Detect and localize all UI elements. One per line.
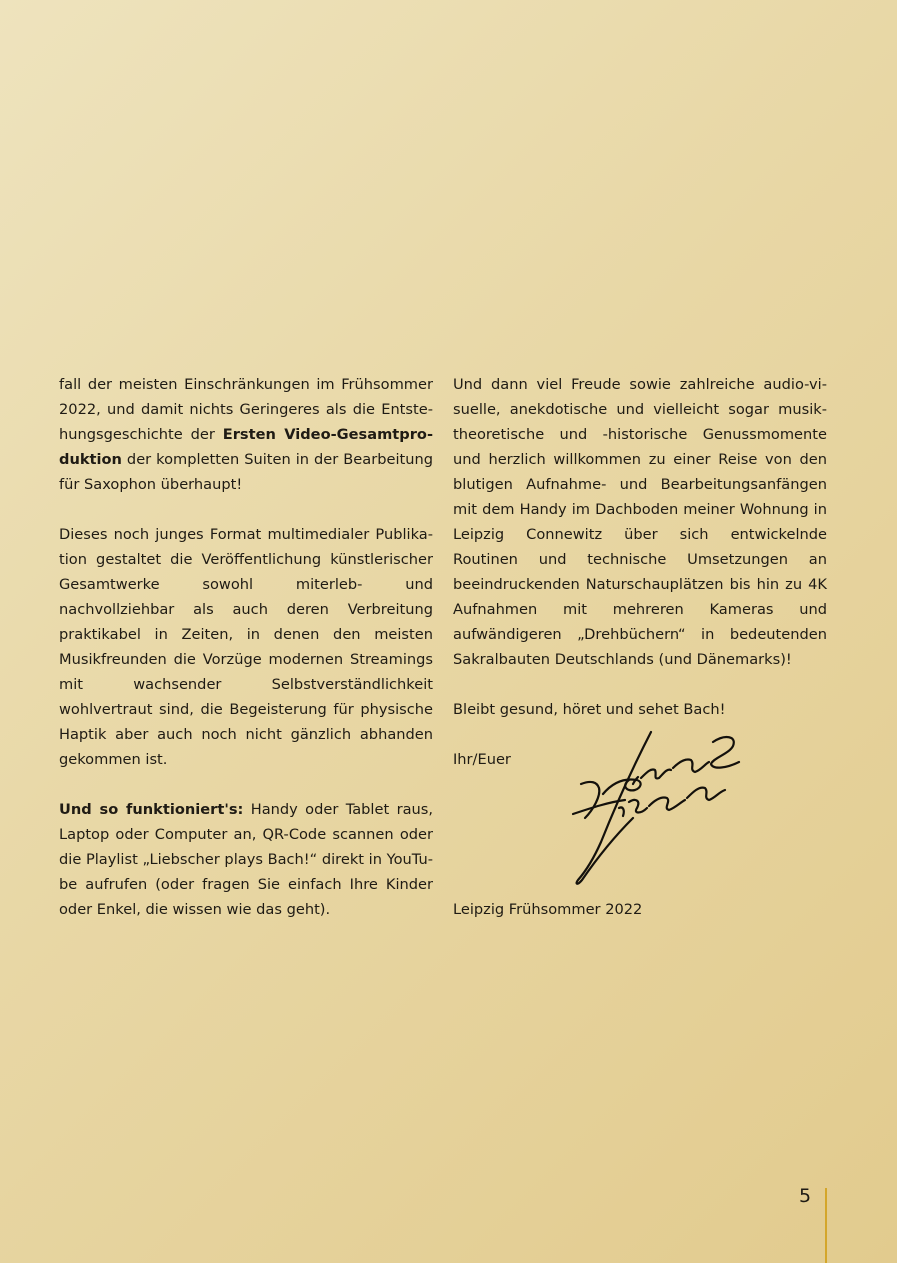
paragraph-how-it-works [59, 797, 433, 922]
left-column [59, 372, 433, 922]
signature-block [453, 747, 827, 897]
right-column [453, 372, 827, 922]
page-number: 5 [799, 1185, 812, 1207]
paragraph-text: fall der meisten Einschränkungen im Frühsommer 2022, und damit nichts Geringeres als die Entstehungsgeschichte der [59, 376, 433, 443]
place-date: Leipzig Frühsommer 2022 [453, 901, 643, 918]
paragraph-origin-story [59, 372, 433, 497]
salutation: Ihr/Euer [453, 751, 511, 768]
page-number-rule [825, 1188, 827, 1263]
paragraph-text: der kompletten Suiten in der Bearbeitung für Saxophon überhaupt! [59, 451, 433, 493]
paragraph-format: Dieses noch junges Format multimedialer Publikation gestaltet die Veröffentlichung künstlerischer Gesamtwerke sowohl miterleb- und nachvollziehbar als auch deren Verbreitung praktikabel in Zeiten, in denen den meisten Musikfreunden die Vorzüge modernen Streamings mit wachsender Selbstverständlichkeit wohlvertraut sind, die Begeisterung für physische Haptik aber auch noch nicht gänzlich abhanden gekommen ist. [59, 526, 433, 768]
handwritten-signature [563, 722, 753, 892]
paragraph-journey: Und dann viel Freude sowie zahlreiche audio-visuelle, anekdotische und vielleicht sogar musiktheoretische und -historische Genussmomente und herzlich willkommen zu einer Reise von den blutigen Aufnahme- und Bearbeitungsanfängen mit dem Handy im Dachboden meiner Wohnung in Leipzig Connewitz über sich entwickelnde Routinen und technische Umsetzungen an beeindruckenden Naturschauplätzen bis hin zu 4K Aufnahmen mit mehreren Kameras und aufwändigeren „Drehbüchern“ in bedeutenden Sakralbauten Deutschlands (und Dänemarks)! [453, 376, 827, 668]
how-it-works-heading: Und so funktioniert's: [59, 801, 244, 818]
farewell-line: Bleibt gesund, höret und sehet Bach! [453, 701, 726, 718]
paragraph-text: Handy oder Tablet raus, Laptop oder Computer an, QR-Code scannen oder die Playlist „Liebscher plays Bach!“ direkt in YouTube aufrufen (oder fragen Sie einfach Ihre Kinder oder Enkel, die wissen wie das geht). [59, 801, 433, 918]
bold-phrase: Ersten Video-Gesamtproduktion [59, 426, 433, 468]
